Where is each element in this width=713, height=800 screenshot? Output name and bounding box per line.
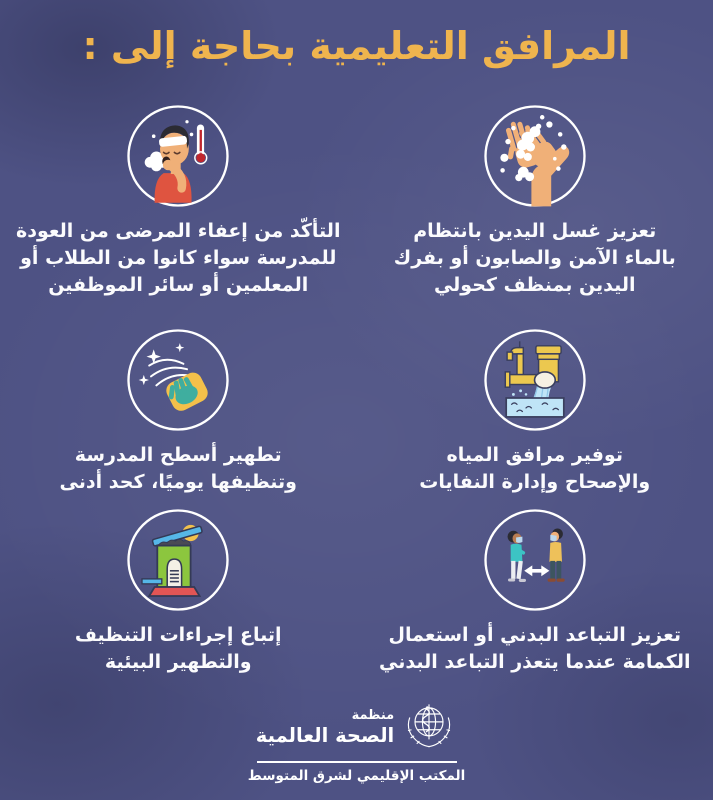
caption-line: للمدرسة سواء كانوا من الطلاب أو [20, 246, 337, 269]
water-pipes-icon [481, 326, 589, 434]
item-surface-cleaning [60, 326, 297, 506]
caption-line: بالماء الآمن والصابون أو بفرك [393, 246, 676, 269]
sick-person-icon [124, 102, 232, 210]
who-regional-office: المكتب الإقليمي لشرق المتوسط [247, 768, 466, 784]
item-caption [16, 218, 340, 299]
hand-washing-icon [481, 102, 589, 210]
caption-line: والتطهير البيئية [104, 650, 252, 673]
cleaning-sponge-icon [124, 326, 232, 434]
item-environmental-cleaning [75, 506, 282, 702]
caption-line: توفير مرافق المياه [446, 444, 623, 466]
caption-line: تعزيز غسل اليدين بانتظام [413, 220, 657, 242]
distance-arrow [524, 565, 549, 576]
item-caption [394, 218, 676, 299]
who-footer [0, 700, 713, 784]
item-water-sanitation [419, 326, 650, 506]
caption-line: والإصحاح وإدارة النفايات [419, 470, 651, 493]
person-right [547, 529, 564, 582]
waste-bin-icon [124, 506, 232, 614]
physical-distancing-icon [481, 506, 589, 614]
who-org-name [256, 709, 394, 747]
who-org-name-small: منظمة [351, 707, 395, 723]
who-org-name-large: الصحة العالمية [255, 723, 395, 747]
item-caption [60, 442, 297, 496]
footer-divider [257, 761, 457, 763]
who-emblem-icon [401, 700, 457, 756]
item-exempt-sick [16, 102, 340, 326]
person-left [507, 531, 525, 582]
caption-line: التأكّد من إعفاء المرضى من العودة [16, 220, 341, 242]
caption-line: وتنظيفها يوميًا، كحد أدنى [59, 470, 297, 493]
caption-line: المعلمين أو سائر الموظفين [48, 273, 309, 296]
items-grid [0, 102, 713, 702]
item-physical-distancing [379, 506, 690, 702]
caption-line: إتباع إجراءات التنظيف [74, 624, 282, 646]
item-caption [75, 622, 282, 676]
page-title: المرافق التعليمية بحاجة إلى : [82, 24, 631, 68]
caption-line: تطهير أسطح المدرسة [74, 444, 282, 466]
caption-line: تعزيز التباعد البدني أو استعمال [388, 624, 681, 646]
item-hand-washing [394, 102, 676, 326]
item-caption [379, 622, 690, 676]
caption-line: اليدين بمنظف كحولي [433, 273, 636, 296]
caption-line: الكمامة عندما يتعذر التباعد البدني [379, 650, 691, 673]
item-caption [419, 442, 650, 496]
